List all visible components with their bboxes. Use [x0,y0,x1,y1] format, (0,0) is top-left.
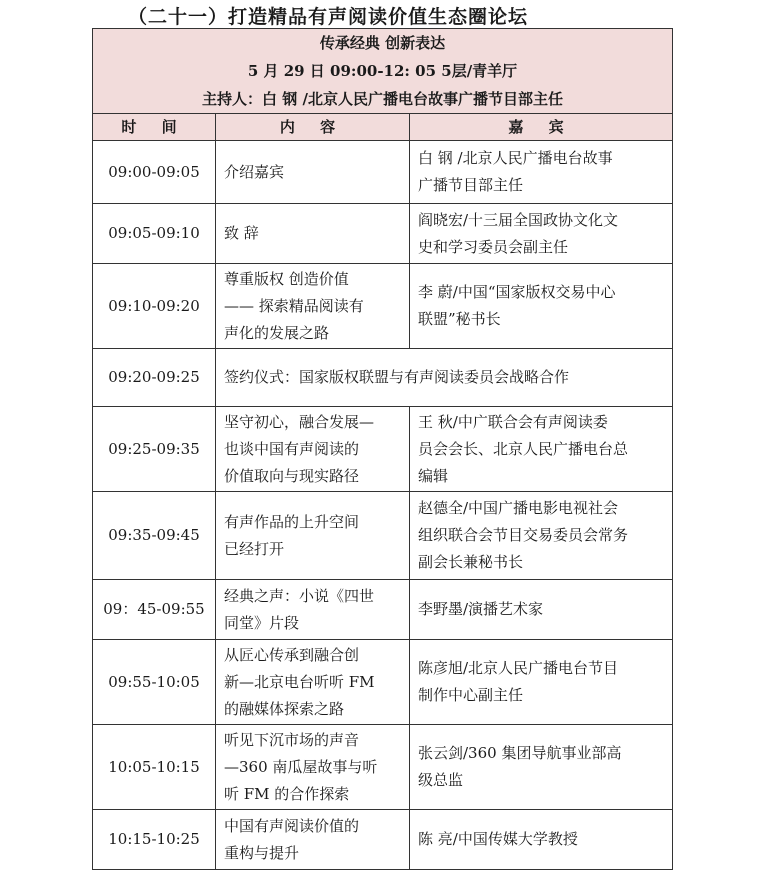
table-row [93,141,673,204]
column-headers [93,114,673,141]
row-content: 介绍嘉宾 [216,141,410,204]
row-time: 09:25-09:35 [93,407,216,492]
row-content: 经典之声：小说《四世 同堂》片段 [216,580,410,640]
forum-datetime: 5 月 29 日 09:00-12: 05 5层/青羊厅 [247,62,518,80]
table-row [93,580,673,640]
table-row [93,349,673,407]
header-cell [93,29,673,114]
table-header-block [93,29,673,114]
table-row [93,810,673,870]
table-row [93,204,673,264]
row-content: 听见下沉市场的声音 —360 南瓜屋故事与听 听 FM 的合作探索 [216,725,410,810]
row-time: 09:35-09:45 [93,492,216,580]
table-row [93,407,673,492]
row-guest: 李 蔚/中国“国家版权交易中心 联盟”秘书长 [410,264,673,349]
table-row [93,725,673,810]
row-time: 10:15-10:25 [93,810,216,870]
row-time: 09：45-09:55 [93,580,216,640]
row-time: 09:00-09:05 [93,141,216,204]
row-guest: 陈彦旭/北京人民广播电台节目 制作中心副主任 [410,640,673,725]
table-row [93,264,673,349]
row-time: 09:05-09:10 [93,204,216,264]
row-guest: 张云剑/360 集团导航事业部高 级总监 [410,725,673,810]
row-time: 09:10-09:20 [93,264,216,349]
schedule-table [92,28,673,870]
row-guest: 白 钢 /北京人民广播电台故事 广播节目部主任 [410,141,673,204]
column-header-time: 时 间 [93,114,216,141]
column-header-guest: 嘉 宾 [410,114,673,141]
row-content: 从匠心传承到融合创 新—北京电台听听 FM 的融媒体探索之路 [216,640,410,725]
row-guest: 赵德全/中国广播电影电视社会 组织联合会节目交易委员会常务 副会长兼秘书长 [410,492,673,580]
row-guest: 李野墨/演播艺术家 [410,580,673,640]
row-guest: 王 秋/中广联合会有声阅读委 员会会长、北京人民广播电台总 编辑 [410,407,673,492]
forum-theme: 传承经典 创新表达 [319,34,446,52]
forum-host: 主持人：白 钢 /北京人民广播电台故事广播节目部主任 [202,90,563,108]
row-guest: 陈 亮/中国传媒大学教授 [410,810,673,870]
row-content: 坚守初心，融合发展— 也谈中国有声阅读的 价值取向与现实路径 [216,407,410,492]
row-time: 09:20-09:25 [93,349,216,407]
table-row [93,640,673,725]
row-content: 有声作品的上升空间 已经打开 [216,492,410,580]
row-content: 尊重版权 创造价值 —— 探索精品阅读有 声化的发展之路 [216,264,410,349]
row-content: 致 辞 [216,204,410,264]
page-title: （二十一）打造精品有声阅读价值生态圈论坛 [128,6,529,28]
row-content: 签约仪式：国家版权联盟与有声阅读委员会战略合作 [216,349,673,407]
row-guest: 阎晓宏/十三届全国政协文化文 史和学习委员会副主任 [410,204,673,264]
row-time: 09:55-10:05 [93,640,216,725]
row-content: 中国有声阅读价值的 重构与提升 [216,810,410,870]
table-row [93,492,673,580]
row-time: 10:05-10:15 [93,725,216,810]
column-header-content: 内 容 [216,114,410,141]
